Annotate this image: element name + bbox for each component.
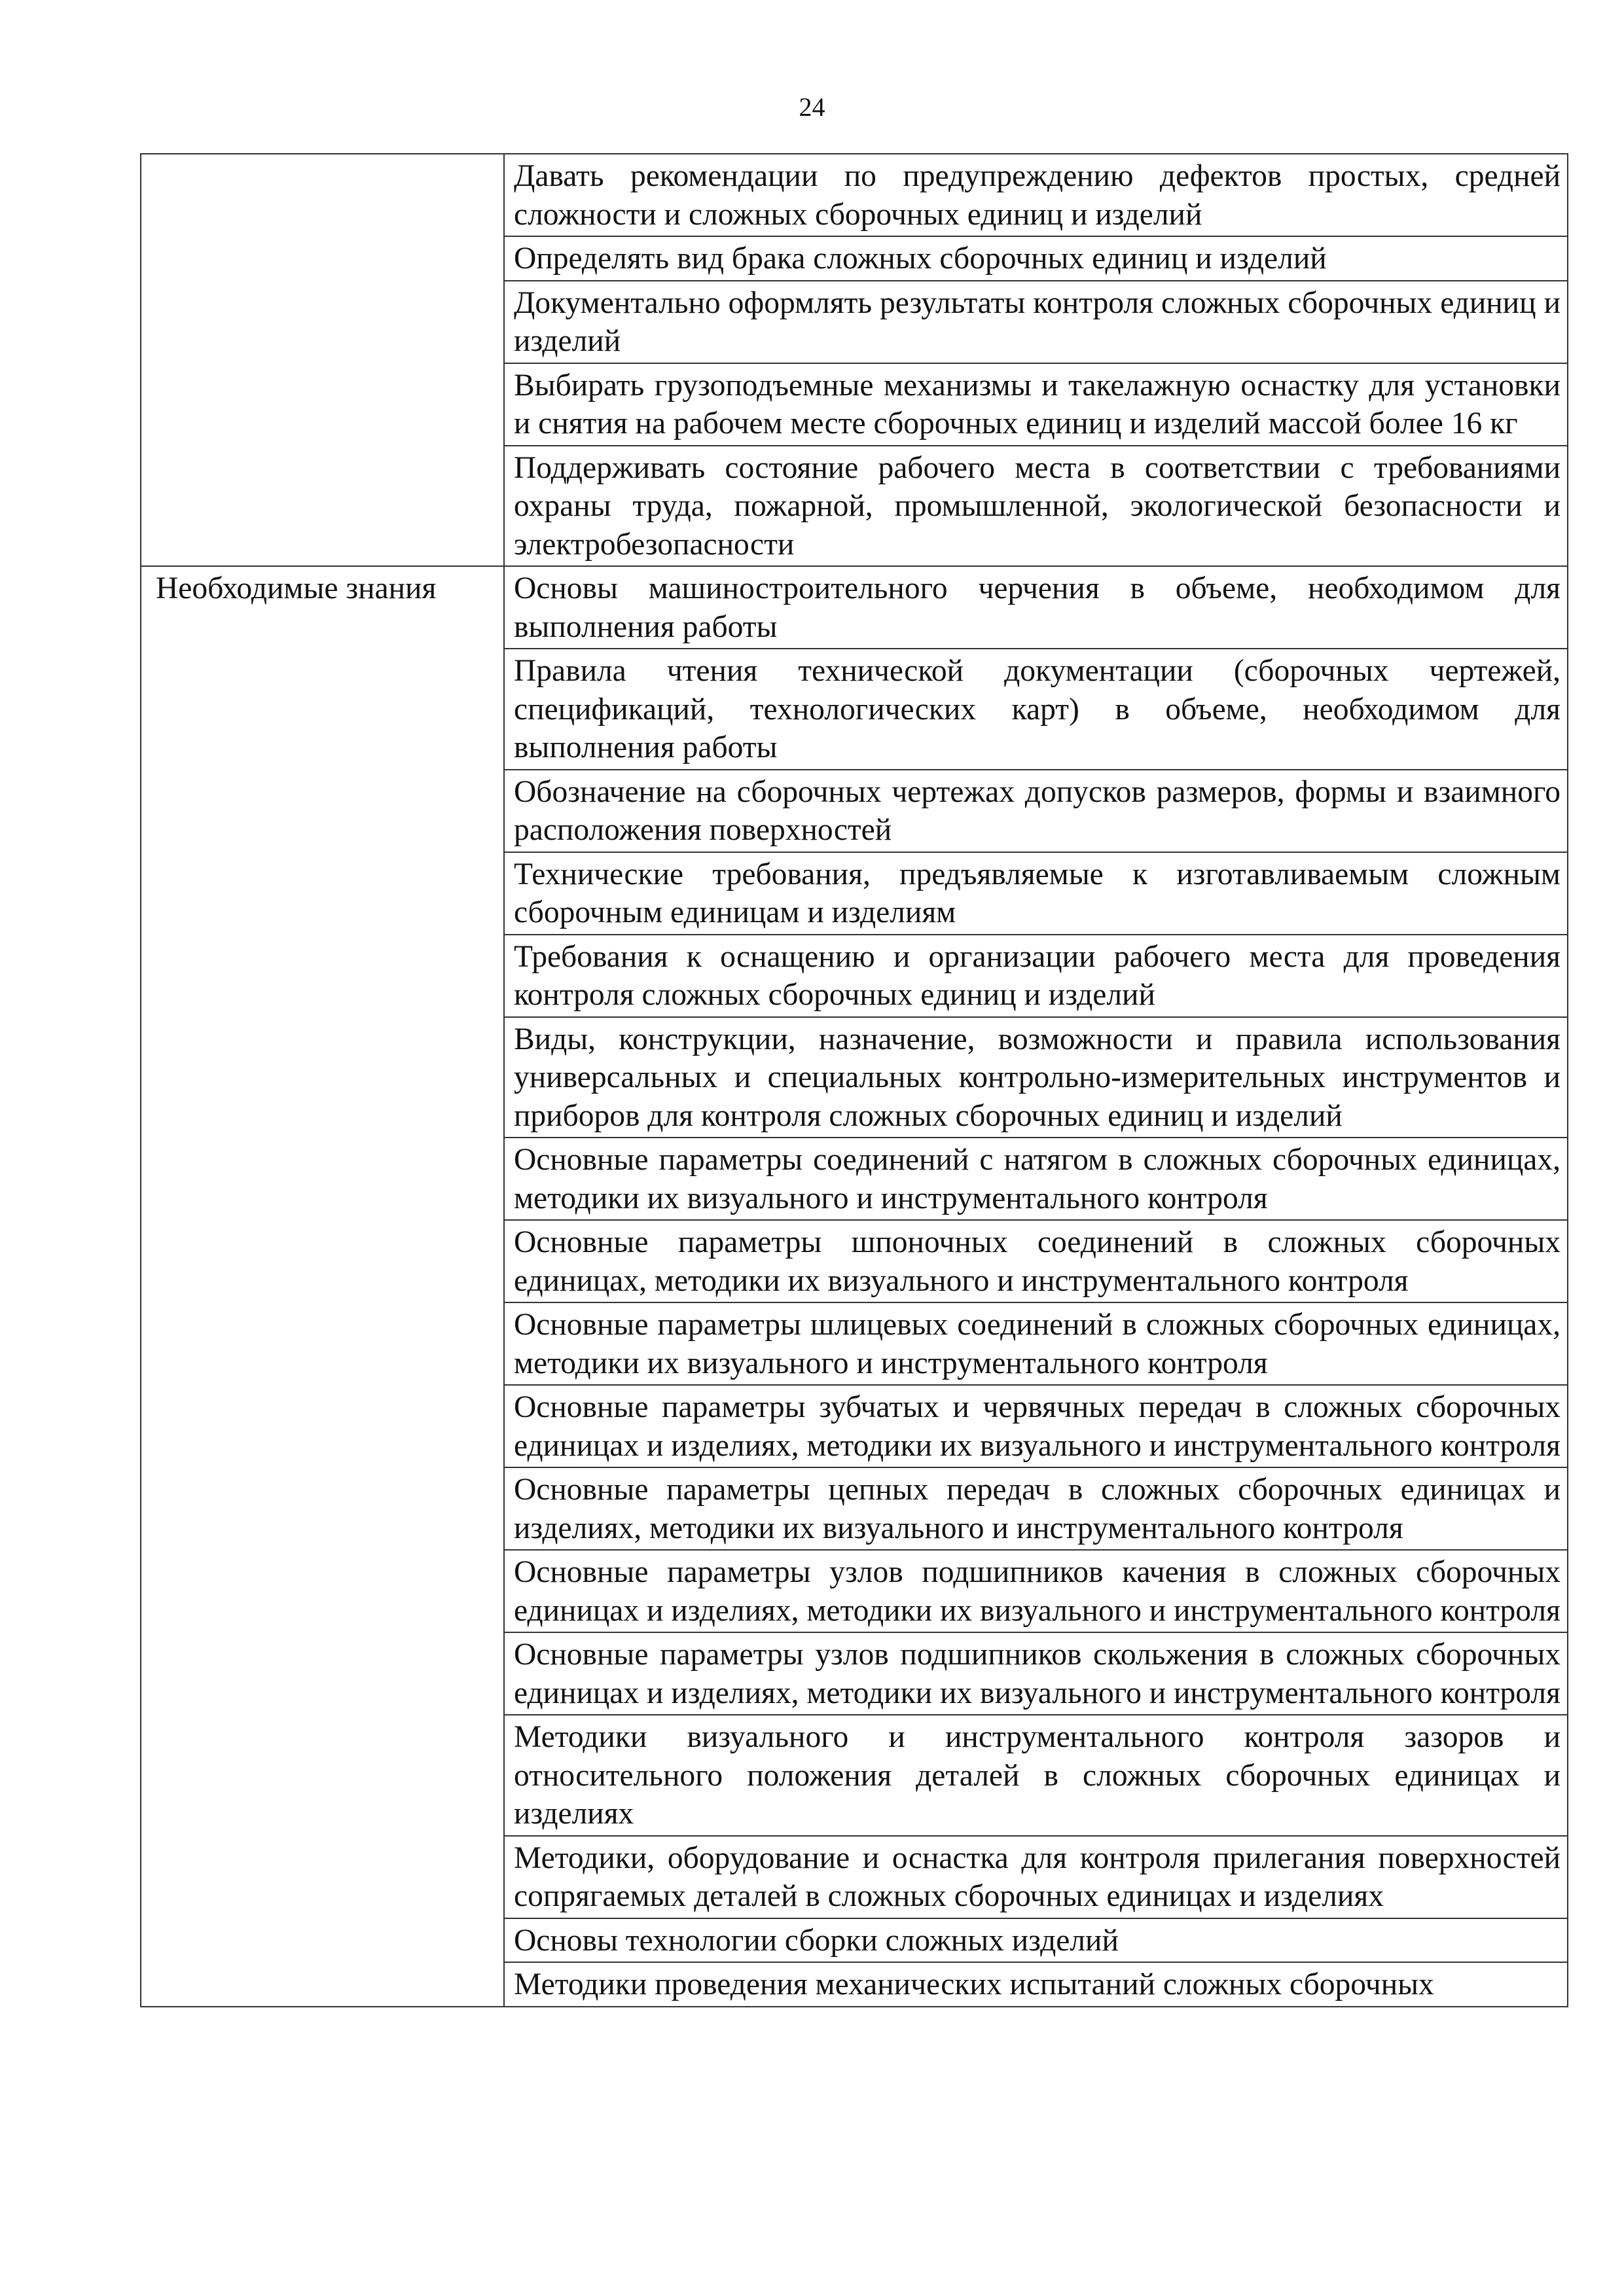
skills-item: Поддерживать состояние рабочего места в соответствии с требованиями охраны труда, пожарной, промышленной, экологической безопасности и электробезопасности	[504, 446, 1568, 567]
knowledge-item: Виды, конструкции, назначение, возможности и правила использования универсальных и специальных контрольно-измерительных инструментов и приборов для контроля сложных сборочных единиц и изделий	[504, 1017, 1568, 1138]
page-number: 24	[799, 92, 825, 122]
knowledge-item: Технические требования, предъявляемые к изготавливаемым сложным сборочным единицам и изделиям	[504, 852, 1568, 935]
knowledge-item: Основные параметры узлов подшипников качения в сложных сборочных единицах и изделиях, методики их визуального и инструментального контроля	[504, 1550, 1568, 1632]
knowledge-item: Методики проведения механических испытаний сложных сборочных	[504, 1962, 1568, 2007]
knowledge-item: Основные параметры цепных передач в сложных сборочных единицах и изделиях, методики их визуального и инструментального контроля	[504, 1467, 1568, 1550]
knowledge-item: Методики визуального и инструментального контроля зазоров и относительного положения деталей в сложных сборочных единицах и изделиях	[504, 1715, 1568, 1836]
knowledge-item: Правила чтения технической документации (сборочных чертежей, спецификаций, технологических карт) в объеме, необходимом для выполнения работы	[504, 649, 1568, 770]
knowledge-label-cell: Необходимые знания	[141, 566, 504, 2007]
skills-item: Выбирать грузоподъемные механизмы и такелажную оснастку для установки и снятия на рабочем месте сборочных единиц и изделий массой более 16 кг	[504, 363, 1568, 446]
skills-item: Давать рекомендации по предупреждению дефектов простых, средней сложности и сложных сборочных единиц и изделий	[504, 154, 1568, 236]
skills-label-cell	[141, 154, 504, 566]
knowledge-item: Обозначение на сборочных чертежах допусков размеров, формы и взаимного расположения поверхностей	[504, 770, 1568, 852]
table-row	[141, 154, 1568, 236]
table-row	[141, 566, 1568, 649]
knowledge-item: Основные параметры узлов подшипников скольжения в сложных сборочных единицах и изделиях, методики их визуального и инструментального контроля	[504, 1632, 1568, 1715]
knowledge-item: Основные параметры соединений с натягом в сложных сборочных единицах, методики их визуального и инструментального контроля	[504, 1138, 1568, 1220]
skills-item: Документально оформлять результаты контроля сложных сборочных единиц и изделий	[504, 281, 1568, 363]
knowledge-item: Требования к оснащению и организации рабочего места для проведения контроля сложных сборочных единиц и изделий	[504, 935, 1568, 1017]
knowledge-item: Основные параметры зубчатых и червячных передач в сложных сборочных единицах и изделиях, методики их визуального и инструментального контроля	[504, 1385, 1568, 1467]
knowledge-item: Основы машиностроительного черчения в объеме, необходимом для выполнения работы	[504, 566, 1568, 649]
requirements-table	[140, 153, 1568, 2007]
knowledge-item: Основные параметры шлицевых соединений в сложных сборочных единицах, методики их визуального и инструментального контроля	[504, 1302, 1568, 1385]
knowledge-item: Основные параметры шпоночных соединений в сложных сборочных единицах, методики их визуального и инструментального контроля	[504, 1220, 1568, 1302]
skills-item: Определять вид брака сложных сборочных единиц и изделий	[504, 236, 1568, 281]
knowledge-item: Методики, оборудование и оснастка для контроля прилегания поверхностей сопрягаемых деталей в сложных сборочных единицах и изделиях	[504, 1836, 1568, 1918]
knowledge-item: Основы технологии сборки сложных изделий	[504, 1918, 1568, 1963]
